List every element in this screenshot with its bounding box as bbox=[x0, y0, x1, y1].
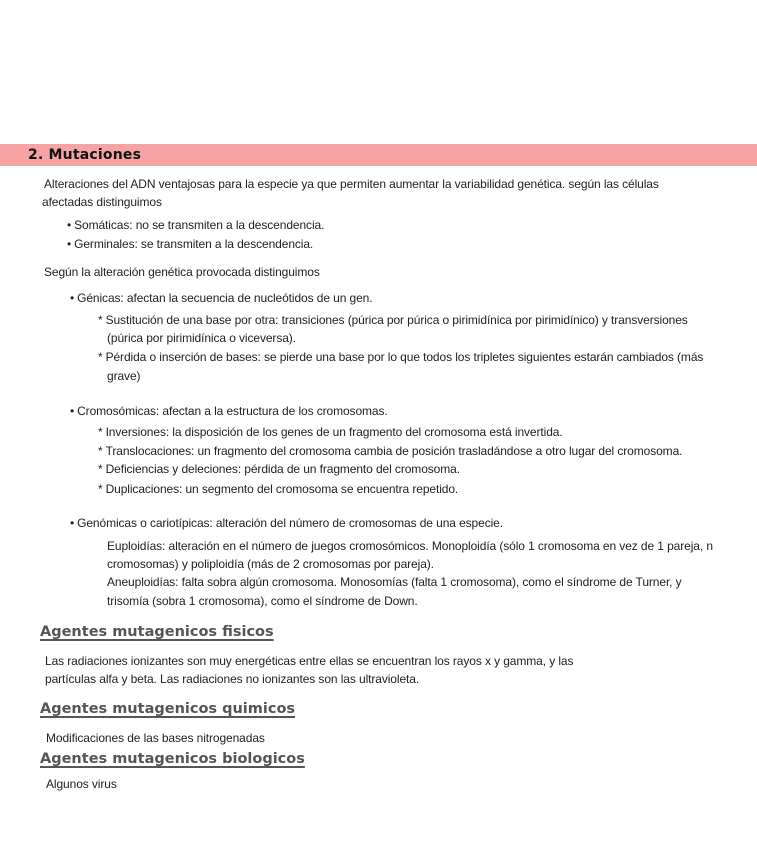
list-item-text: Germinales: se transmiten a la descendencia. bbox=[74, 237, 314, 251]
genomicas-label-text: Genómicas o cariotípicas: alteración del número de cromosomas de una especie. bbox=[77, 516, 503, 530]
genomicas-label bbox=[70, 514, 503, 532]
list-item bbox=[98, 311, 688, 329]
genicas-label-text: Génicas: afectan la secuencia de nucleótidos de un gen. bbox=[77, 291, 373, 305]
list-item-text: Translocaciones: un fragmento del cromosoma cambia de posición trasladándose a otro lugar del cromosoma. bbox=[105, 444, 683, 458]
bullet-icon: • bbox=[70, 291, 75, 305]
list-item bbox=[67, 216, 324, 234]
list-item bbox=[98, 460, 460, 478]
asterisk-icon: * bbox=[98, 313, 103, 327]
genicas-label bbox=[70, 289, 372, 307]
list-item bbox=[98, 348, 703, 366]
bullet-icon: • bbox=[67, 237, 72, 251]
aneuploidias-line-1: Aneuploidías: falta sobra algún cromosoma. Monosomías (falta 1 cromosoma), como el síndrome de Turner, y bbox=[107, 575, 682, 589]
list-item-continuation: (púrica por pirimidínica o viceversa). bbox=[107, 331, 296, 345]
asterisk-icon: * bbox=[98, 462, 103, 476]
bullet-icon: • bbox=[70, 516, 75, 530]
euploidias-line-2: cromosomas) y poliploidía (más de 2 cromosomas por pareja). bbox=[107, 557, 434, 571]
agentes-biologicos-text: Algunos virus bbox=[46, 777, 117, 791]
aneuploidias-line-2: trisomía (sobra 1 cromosoma), como el síndrome de Down. bbox=[107, 594, 418, 608]
list-item-text: Somáticas: no se transmiten a la descendencia. bbox=[74, 218, 325, 232]
agentes-fisicos-heading: Agentes mutagenicos fisicos bbox=[40, 624, 274, 640]
cromosomicas-label-text: Cromosómicas: afectan a la estructura de los cromosomas. bbox=[77, 404, 388, 418]
agentes-fisicos-line-2: partículas alfa y beta. Las radiaciones no ionizantes son las ultravioleta. bbox=[45, 672, 420, 686]
list-item bbox=[98, 442, 682, 460]
agentes-quimicos-heading: Agentes mutagenicos quimicos bbox=[40, 701, 296, 717]
list-item-text: Sustitución de una base por otra: transiciones (púrica por púrica o pirimidínica por pirimidínico) y transversiones bbox=[105, 313, 688, 327]
section-number: 2. bbox=[28, 147, 44, 163]
section-title bbox=[28, 147, 141, 163]
agentes-fisicos-line-1: Las radiaciones ionizantes son muy energéticas entre ellas se encuentran los rayos x y gamma, y las bbox=[45, 654, 574, 668]
section-title-text: Mutaciones bbox=[48, 147, 142, 163]
list-item-continuation: grave) bbox=[107, 369, 141, 383]
list-item-text: Duplicaciones: un segmento del cromosoma se encuentra repetido. bbox=[105, 482, 459, 496]
bullet-icon: • bbox=[67, 218, 72, 232]
agentes-biologicos-heading: Agentes mutagenicos biologicos bbox=[40, 751, 305, 767]
asterisk-icon: * bbox=[98, 444, 103, 458]
euploidias-line-1: Euploidías: alteración en el número de juegos cromosómicos. Monoploidía (sólo 1 cromosoma en vez de 1 pareja, n bbox=[107, 539, 713, 553]
asterisk-icon: * bbox=[98, 350, 103, 364]
list-item-text: Pérdida o inserción de bases: se pierde una base por lo que todos los tripletes siguientes estarán cambiados (más bbox=[105, 350, 704, 364]
bullet-icon: • bbox=[70, 404, 75, 418]
asterisk-icon: * bbox=[98, 425, 103, 439]
list-item-text: Deficiencias y deleciones: pérdida de un fragmento del cromosoma. bbox=[105, 462, 460, 476]
list-item bbox=[98, 480, 458, 498]
alteration-intro: Según la alteración genética provocada distinguimos bbox=[44, 265, 320, 279]
intro-line-1: Alteraciones del ADN ventajosas para la especie ya que permiten aumentar la variabilidad genética. según las células bbox=[44, 177, 659, 191]
asterisk-icon: * bbox=[98, 482, 103, 496]
list-item bbox=[67, 235, 313, 253]
list-item bbox=[98, 423, 563, 441]
intro-line-2: afectadas distinguimos bbox=[42, 195, 162, 209]
agentes-quimicos-text: Modificaciones de las bases nitrogenadas bbox=[46, 731, 265, 745]
cromosomicas-label bbox=[70, 402, 388, 420]
list-item-text: Inversiones: la disposición de los genes de un fragmento del cromosoma está invertida. bbox=[105, 425, 563, 439]
